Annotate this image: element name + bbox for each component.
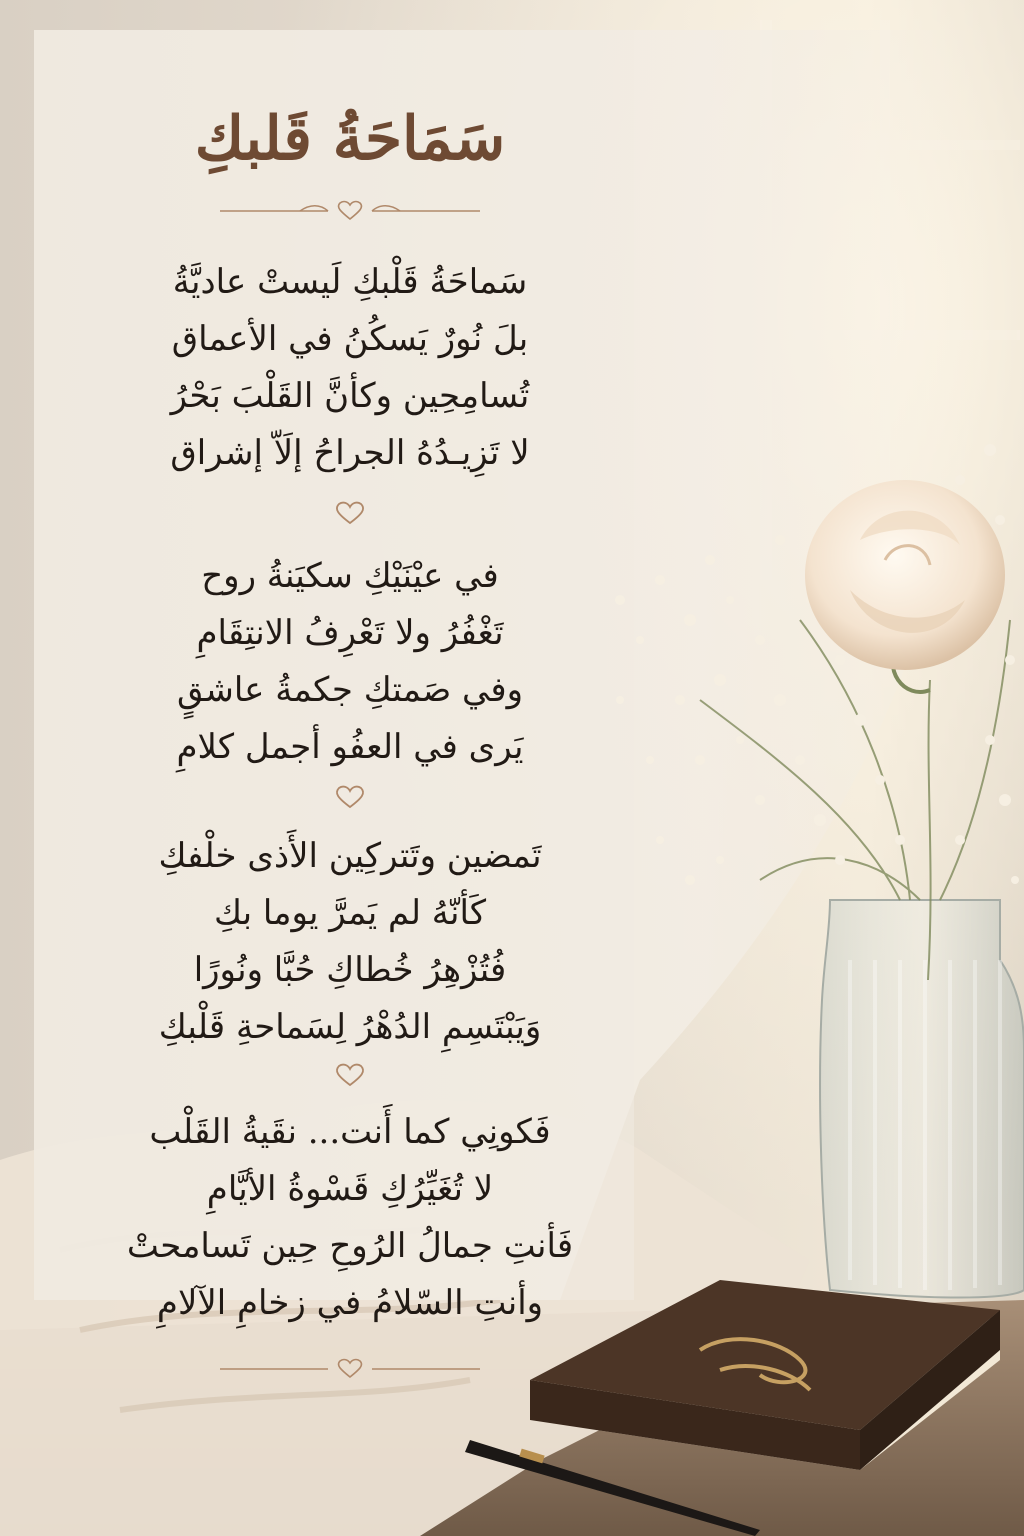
stanza-3 [90,828,610,1056]
poem-line: وفي صَمتكِ جكمةُ عاشقٍ [176,670,524,710]
heart-divider [330,782,370,812]
poem-line: لا تُغَيِّرُكِ قَسْوةُ الأيَّامِ [206,1169,494,1209]
poem-line: كَأنّهُ لم يَمرَّ يوما بكِ [213,893,487,933]
poem-line: فَكونِي كما أَنت... نقَيةُ القَلْب [149,1112,551,1152]
poem-line: يَرى في العفُو أجمل كلامِ [176,727,524,767]
stanza-4 [90,1104,610,1332]
poem-line: فُتُزْهِرُ خُطاكِ حُبَّا ونُورًا [193,950,507,990]
poem-line: لا تَزِيـدُهُ الجراحُ إلَاّ إشراق [170,433,530,473]
heart-ornament [190,196,510,226]
poem-line: فَأنتِ جمالُ الرُوحِ حِين تَسامحتْ [126,1226,574,1266]
stanza-2 [90,548,610,776]
poem-line: تُسامِحِين وكأنَّ القَلْبَ بَحْرُ [170,376,530,416]
poem-line: وَيَبْتَسِمِ الدُهْرُ لِسَماحةِ قَلْبكِ [158,1007,542,1047]
heart-divider [330,498,370,528]
poem-line: تَمضين وتَتركِين الأَذى خلْفكِ [158,836,542,876]
poem-line: بلَ نُورٌ يَسكُنُ في الأعماق [171,319,529,359]
poem-line: تَغْفُرُ ولا تَعْرِفُ الانتِقَامِ [196,613,504,653]
heart-divider [330,1060,370,1090]
poem-line: في عيْنَيْكِ سكيَنةُ روح [201,556,499,596]
poem-title: سَمَاحَةُ قَلبكِ [194,104,506,174]
heart-ornament [190,1354,510,1384]
poem-line: سَماحَةُ قَلْبكِ لَيستْ عاديَّةُ [172,262,528,302]
poem-line: وأنتِ السّلامُ في زخامِ الآلامِ [156,1283,544,1323]
stanza-1 [90,254,610,482]
